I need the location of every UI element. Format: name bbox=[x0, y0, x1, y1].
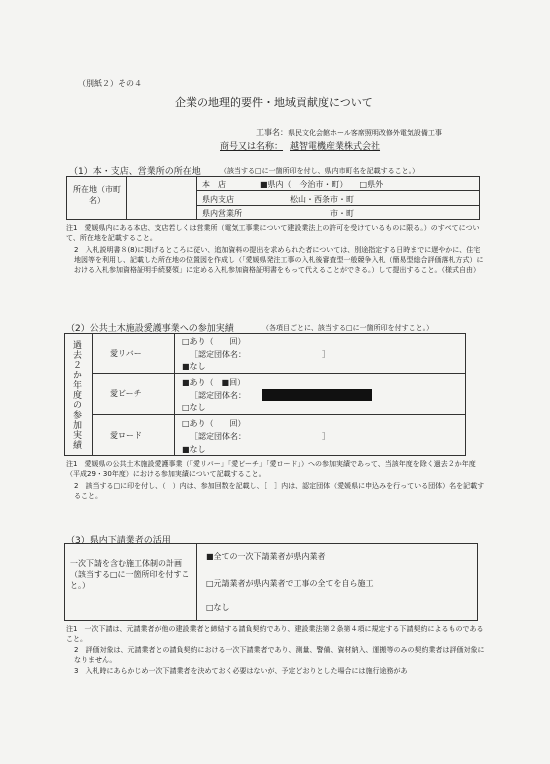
road-group: ［認定団体名： ］ bbox=[190, 432, 330, 441]
program-name-road: 愛ロード bbox=[110, 431, 142, 440]
section2-instruction: （各項目ごとに、該当する□に一箇所印を付すこと。） bbox=[262, 324, 434, 332]
subcontractor-plan-label: 一次下請を含む施工体制の計画（該当する□に一箇所印を付すこと。） bbox=[70, 559, 190, 590]
section1-instruction: （該当する□に一箇所印を付し、県内市町名を記載すること。） bbox=[220, 167, 420, 175]
company-name: 越智電機産業株式会社 bbox=[290, 142, 381, 152]
section2-heading: （2）公共土木施設愛護事業への参加実績 bbox=[66, 324, 234, 334]
section3-note-3: 3 入札時にあらかじめ一次下請業者を決めておく必要はないが、予定どおりとした場合には施行途務があ bbox=[74, 667, 408, 675]
location-value-honten: ■県内（ 今治市・町） □県外 bbox=[260, 180, 384, 189]
redacted-group-name bbox=[262, 389, 372, 401]
subcontractor-option-3: □なし bbox=[206, 603, 230, 612]
work-name: 県民文化会館ホール客席照明改修外電気設備工事 bbox=[288, 129, 442, 137]
location-value-branch: 松山・西条市・町 bbox=[290, 195, 354, 204]
section1-heading: （1）本・支店、営業所の所在地 bbox=[69, 167, 201, 177]
river-ari: □あり（ 回） bbox=[182, 337, 246, 346]
subcontractor-option-2: □元請業者が県内業者で工事の全てを自ら施工 bbox=[206, 579, 374, 588]
subcontractor-option-1: ■全ての一次下請業者が県内業者 bbox=[206, 552, 326, 561]
river-group: ［認定団体名： ］ bbox=[190, 350, 330, 359]
work-name-label: 工事名： bbox=[256, 128, 288, 137]
river-nashi: ■なし bbox=[182, 362, 206, 371]
location-label-office: 県内営業所 bbox=[202, 209, 242, 218]
section1-note-1: 注1 愛媛県内にある本店、支店若しくは営業所（電気工事業について建設業法上の許可を受けているものに限る。）のすべてについて、所在地を記載すること。 bbox=[66, 224, 480, 242]
beach-ari: ■あり（ ■回） bbox=[182, 378, 246, 387]
location-row-header: 所在地（市町名） bbox=[73, 185, 121, 205]
section2-note-1: 注1 愛媛県の公共土木施設愛護事業（「愛リバー」「愛ビーチ」「愛ロード」）への参加実績であって、当該年度を除く過去２か年度（平成29・30年度）における参加実績について記載すること。 bbox=[66, 460, 476, 478]
beach-nashi: □なし bbox=[182, 403, 206, 412]
program-name-beach: 愛ビーチ bbox=[110, 389, 142, 398]
beach-group: ［認定団体名： bbox=[190, 391, 246, 400]
section3-note-1: 注1 一次下請は、元請業者が他の建設業者と締結する請負契約であり、建設業法第２条第４項に規定する下請契約によるものであること。 bbox=[66, 625, 484, 643]
participation-side-label: 過去２か年度の参加実績 bbox=[71, 340, 81, 450]
road-ari: □あり（ 回） bbox=[182, 419, 246, 428]
location-label-honten: 本 店 bbox=[202, 180, 226, 189]
company-label: 商号又は名称： bbox=[220, 142, 284, 152]
location-value-office: 市・町 bbox=[330, 209, 354, 218]
program-name-river: 愛リバー bbox=[110, 349, 142, 358]
location-label-branch: 県内支店 bbox=[202, 195, 234, 204]
section1-note-2: 2 入札説明書８(8)に掲げるところに従い、追加資料の提出を求められた者については、別途指定する日時までに遅やかに、住宅地図等を利用し、記載した所在地の位置図を作成し（「愛媛県発注工事の入札後審査型一般競争入札（簡易型総合評価落札方式）における入札参加資格証明手続要領」に定める入札参加資格証明書をもって代えることができる。）して提出すること。（様式自由） bbox=[74, 246, 484, 274]
section3-heading: （3）県内下請業者の活用 bbox=[66, 536, 171, 546]
section2-note-2: 2 該当する□に印を付し、（ ）内は、参加回数を記載し、［ ］内は、認定団体（愛媛県に申込みを行っている団体）名を記載すること。 bbox=[74, 482, 485, 500]
page-title: 企業の地理的要件・地域貢献度について bbox=[175, 96, 373, 109]
road-nashi: ■なし bbox=[182, 445, 206, 454]
attachment-ref: （別紙２）その４ bbox=[78, 79, 142, 88]
section3-note-2: 2 評価対象は、元請業者との請負契約における一次下請業者であり、測量、警備、資材納入、運搬等のみの契約業者は評価対象になりません。 bbox=[74, 646, 485, 664]
